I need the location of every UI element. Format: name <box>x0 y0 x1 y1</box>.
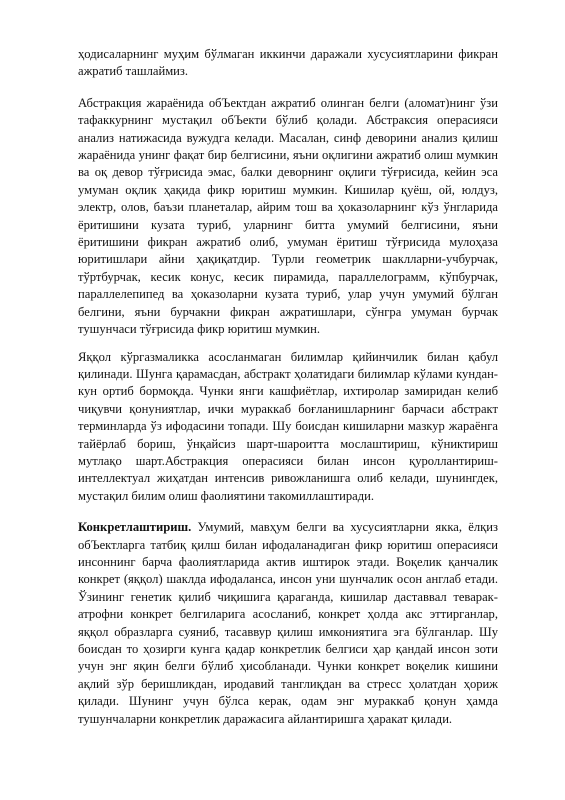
document-page <box>78 46 498 728</box>
paragraph-1: ҳодисаларнинг муҳим бўлмаган иккинчи даражали хусусиятларини фикран ажратиб ташлаймиз. <box>78 47 498 79</box>
paragraph-2: Абстракция жараёнида обЪектдан ажратиб олинган белги (аломат)нинг ўзи тафаккурнинг мустақил обЪекти бўлиб қолади. Абстраксия операсияси анализ натижасида вужудга келади. Масалан, синф деворини анализ қилиш жараёнида унинг фақат бир белгисини, яъни оқлигини ажратиб олиш мумкин ва оқ девор тўғрисида эмас, балки деворнинг оқлиги тўғрисида, кейин эса умуман оқлик ҳақида фикр юритиш мумкин. Кишилар қуёш, ой, юлдуз, электр, олов, баъзи планеталар, айрим тош ва ҳоказоларнинг кўз ўнгларида ёритишини кузата туриб, уларнинг битта умумий белгисини, яъни ёритишини фикран ажратиб олиб, умуман ёритиш тўғрисида мулоҳаза юритишлари айни ҳақиқатдир. Турли геометрик шаклларни-учбурчак, тўртбурчак, кесик конус, кесик пирамида, параллелограмм, кўпбурчак, параллелепипед ва ҳоказоларни кузата туриб, улар учун умумий бўлган белгини, яъни бурчакни фикран ажратишлари, сўнгра умуман бурчак тушунчаси тўғрисида фикр юритиш мумкин. <box>78 95 498 337</box>
paragraph-3: Яққол кўргазмаликка асосланмаган билимлар қийинчилик билан қабул қилинади. Шунга қарамасдан, абстракт ҳолатидаги билимлар кўлами кундан-кун ортиб бормоқда. Чунки янги кашфиётлар, ихтиролар замиридан келиб чиқувчи қонуниятлар, ички мураккаб боғланишларнинг барчаси абстракт терминларда ўз ифодасини топади. Шу боисдан кишиларни мазкур жараёнга тайёрлаб бориш, ўнқайсиз шарт-шароитта мослаштириш, кўниктириш мутлақо шарт.Абстракция операсияси билан инсон қуроллантириш-интеллектуал жиҳатдан интенсив ривожланишга олиб келади, шунингдек, мустақил билим олиш фаолиятини такомиллаштиради. <box>78 349 498 503</box>
paragraph-4 <box>78 519 498 728</box>
section-heading: Конкретлаштириш. <box>78 520 192 535</box>
paragraph-4-body: Умумий, мавҳум белги ва хусусиятларни якка, ёлқиз обЪектларга татбиқ қилш билан ифодаланадиган фикр юритиш операсияси инсоннинг барча фаолиятларида актив иштирок этади. Воқелик қанчалик конкрет (яққол) шаклда ифодаланса, инсон уни шунчалик осон англаб етади. Ўзининг генетик қилиб чиқишига қараганда, кишилар даставвал теварак-атрофни конкрет белгиларига асосланиб, конкрет ҳолда акс эттирганлар, яққол образларга суяниб, тасаввур қилиш имкониятига эга бўлганлар. Шу боисдан то ҳозирги кунга қадар конкретлик белгиси ҳар қандай инсон зоти учун энг яқин белги бўлиб ҳисобланади. Чунки конкрет воқелик кишини ақлий зўр беришликдан, иродавий танглиқдан ва стресс ҳолатдан ҳориж қилади. Шунинг учун бўлса керак, одам энг мураккаб қонун ҳамда тушунчаларни конкретлик даражасига айлантиришга ҳаракат қилади. <box>78 520 498 726</box>
